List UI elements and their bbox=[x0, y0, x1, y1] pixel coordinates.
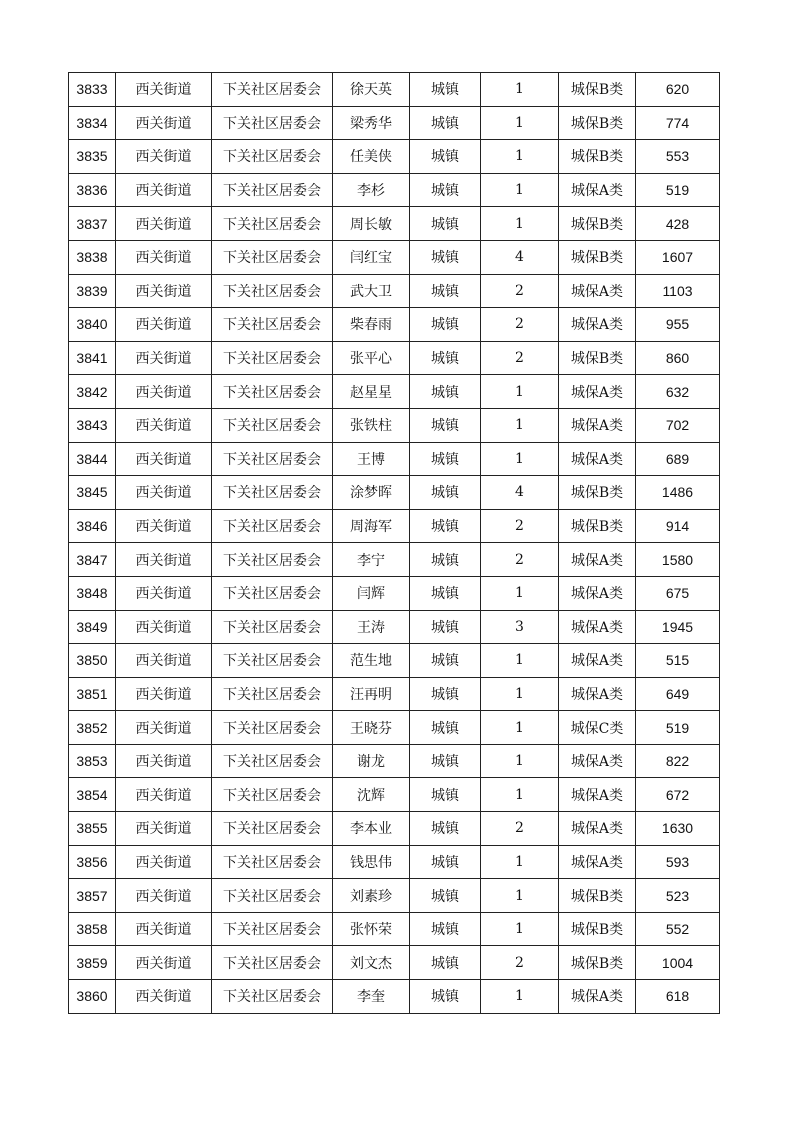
community-cell: 下关社区居委会 bbox=[212, 106, 333, 140]
table-row bbox=[69, 308, 720, 342]
street-cell: 西关街道 bbox=[116, 442, 212, 476]
street-cell: 西关街道 bbox=[116, 106, 212, 140]
street-cell: 西关街道 bbox=[116, 980, 212, 1014]
category-cell: 城保A类 bbox=[559, 644, 636, 678]
community-cell: 下关社区居委会 bbox=[212, 408, 333, 442]
name-cell: 周长敏 bbox=[333, 207, 410, 241]
name-cell: 张铁柱 bbox=[333, 408, 410, 442]
residence-type-cell: 城镇 bbox=[410, 408, 481, 442]
roster-body bbox=[69, 73, 720, 1014]
household-size-cell: 2 bbox=[481, 341, 559, 375]
community-cell: 下关社区居委会 bbox=[212, 173, 333, 207]
street-cell: 西关街道 bbox=[116, 408, 212, 442]
roster-table bbox=[68, 72, 720, 1014]
residence-type-cell: 城镇 bbox=[410, 576, 481, 610]
name-cell: 刘素珍 bbox=[333, 879, 410, 913]
amount-cell: 519 bbox=[636, 173, 720, 207]
table-row bbox=[69, 677, 720, 711]
community-cell: 下关社区居委会 bbox=[212, 812, 333, 846]
record-id-cell: 3849 bbox=[69, 610, 116, 644]
street-cell: 西关街道 bbox=[116, 140, 212, 174]
record-id-cell: 3853 bbox=[69, 744, 116, 778]
name-cell: 张平心 bbox=[333, 341, 410, 375]
community-cell: 下关社区居委会 bbox=[212, 274, 333, 308]
name-cell: 汪再明 bbox=[333, 677, 410, 711]
record-id-cell: 3840 bbox=[69, 308, 116, 342]
amount-cell: 618 bbox=[636, 980, 720, 1014]
household-size-cell: 1 bbox=[481, 442, 559, 476]
household-size-cell: 1 bbox=[481, 140, 559, 174]
amount-cell: 1103 bbox=[636, 274, 720, 308]
record-id-cell: 3837 bbox=[69, 207, 116, 241]
household-size-cell: 1 bbox=[481, 677, 559, 711]
category-cell: 城保B类 bbox=[559, 476, 636, 510]
street-cell: 西关街道 bbox=[116, 778, 212, 812]
residence-type-cell: 城镇 bbox=[410, 341, 481, 375]
table-row bbox=[69, 879, 720, 913]
table-row bbox=[69, 173, 720, 207]
community-cell: 下关社区居委会 bbox=[212, 744, 333, 778]
street-cell: 西关街道 bbox=[116, 845, 212, 879]
residence-type-cell: 城镇 bbox=[410, 207, 481, 241]
name-cell: 徐天英 bbox=[333, 73, 410, 107]
household-size-cell: 2 bbox=[481, 274, 559, 308]
household-size-cell: 1 bbox=[481, 644, 559, 678]
category-cell: 城保A类 bbox=[559, 173, 636, 207]
residence-type-cell: 城镇 bbox=[410, 644, 481, 678]
amount-cell: 552 bbox=[636, 912, 720, 946]
name-cell: 任美侠 bbox=[333, 140, 410, 174]
residence-type-cell: 城镇 bbox=[410, 711, 481, 745]
table-row bbox=[69, 476, 720, 510]
residence-type-cell: 城镇 bbox=[410, 980, 481, 1014]
table-row bbox=[69, 845, 720, 879]
record-id-cell: 3844 bbox=[69, 442, 116, 476]
table-row bbox=[69, 778, 720, 812]
household-size-cell: 2 bbox=[481, 812, 559, 846]
amount-cell: 519 bbox=[636, 711, 720, 745]
household-size-cell: 1 bbox=[481, 576, 559, 610]
community-cell: 下关社区居委会 bbox=[212, 308, 333, 342]
household-size-cell: 2 bbox=[481, 308, 559, 342]
community-cell: 下关社区居委会 bbox=[212, 509, 333, 543]
residence-type-cell: 城镇 bbox=[410, 308, 481, 342]
community-cell: 下关社区居委会 bbox=[212, 845, 333, 879]
street-cell: 西关街道 bbox=[116, 73, 212, 107]
table-row bbox=[69, 442, 720, 476]
table-row bbox=[69, 543, 720, 577]
category-cell: 城保A类 bbox=[559, 677, 636, 711]
name-cell: 王涛 bbox=[333, 610, 410, 644]
amount-cell: 672 bbox=[636, 778, 720, 812]
street-cell: 西关街道 bbox=[116, 476, 212, 510]
record-id-cell: 3843 bbox=[69, 408, 116, 442]
street-cell: 西关街道 bbox=[116, 375, 212, 409]
table-row bbox=[69, 744, 720, 778]
table-row bbox=[69, 711, 720, 745]
household-size-cell: 1 bbox=[481, 106, 559, 140]
name-cell: 闫红宝 bbox=[333, 240, 410, 274]
amount-cell: 1630 bbox=[636, 812, 720, 846]
community-cell: 下关社区居委会 bbox=[212, 543, 333, 577]
amount-cell: 955 bbox=[636, 308, 720, 342]
category-cell: 城保A类 bbox=[559, 744, 636, 778]
household-size-cell: 3 bbox=[481, 610, 559, 644]
street-cell: 西关街道 bbox=[116, 946, 212, 980]
table-row bbox=[69, 576, 720, 610]
record-id-cell: 3854 bbox=[69, 778, 116, 812]
community-cell: 下关社区居委会 bbox=[212, 207, 333, 241]
category-cell: 城保B类 bbox=[559, 140, 636, 174]
record-id-cell: 3835 bbox=[69, 140, 116, 174]
record-id-cell: 3852 bbox=[69, 711, 116, 745]
community-cell: 下关社区居委会 bbox=[212, 677, 333, 711]
street-cell: 西关街道 bbox=[116, 341, 212, 375]
table-row bbox=[69, 375, 720, 409]
table-row bbox=[69, 341, 720, 375]
street-cell: 西关街道 bbox=[116, 308, 212, 342]
category-cell: 城保B类 bbox=[559, 912, 636, 946]
category-cell: 城保A类 bbox=[559, 274, 636, 308]
category-cell: 城保C类 bbox=[559, 711, 636, 745]
category-cell: 城保B类 bbox=[559, 946, 636, 980]
residence-type-cell: 城镇 bbox=[410, 73, 481, 107]
name-cell: 柴春雨 bbox=[333, 308, 410, 342]
category-cell: 城保B类 bbox=[559, 106, 636, 140]
name-cell: 李奎 bbox=[333, 980, 410, 1014]
amount-cell: 1486 bbox=[636, 476, 720, 510]
category-cell: 城保B类 bbox=[559, 509, 636, 543]
record-id-cell: 3833 bbox=[69, 73, 116, 107]
table-row bbox=[69, 610, 720, 644]
category-cell: 城保B类 bbox=[559, 73, 636, 107]
amount-cell: 1580 bbox=[636, 543, 720, 577]
community-cell: 下关社区居委会 bbox=[212, 912, 333, 946]
residence-type-cell: 城镇 bbox=[410, 610, 481, 644]
amount-cell: 860 bbox=[636, 341, 720, 375]
record-id-cell: 3846 bbox=[69, 509, 116, 543]
record-id-cell: 3845 bbox=[69, 476, 116, 510]
residence-type-cell: 城镇 bbox=[410, 677, 481, 711]
category-cell: 城保A类 bbox=[559, 543, 636, 577]
name-cell: 王博 bbox=[333, 442, 410, 476]
category-cell: 城保B类 bbox=[559, 341, 636, 375]
name-cell: 谢龙 bbox=[333, 744, 410, 778]
record-id-cell: 3838 bbox=[69, 240, 116, 274]
household-size-cell: 2 bbox=[481, 946, 559, 980]
street-cell: 西关街道 bbox=[116, 543, 212, 577]
household-size-cell: 1 bbox=[481, 173, 559, 207]
record-id-cell: 3856 bbox=[69, 845, 116, 879]
category-cell: 城保A类 bbox=[559, 308, 636, 342]
household-size-cell: 1 bbox=[481, 73, 559, 107]
table-row bbox=[69, 644, 720, 678]
amount-cell: 822 bbox=[636, 744, 720, 778]
name-cell: 沈辉 bbox=[333, 778, 410, 812]
name-cell: 钱思伟 bbox=[333, 845, 410, 879]
residence-type-cell: 城镇 bbox=[410, 240, 481, 274]
household-size-cell: 1 bbox=[481, 912, 559, 946]
name-cell: 武大卫 bbox=[333, 274, 410, 308]
name-cell: 李宁 bbox=[333, 543, 410, 577]
category-cell: 城保B类 bbox=[559, 879, 636, 913]
household-size-cell: 1 bbox=[481, 980, 559, 1014]
residence-type-cell: 城镇 bbox=[410, 778, 481, 812]
name-cell: 赵星星 bbox=[333, 375, 410, 409]
record-id-cell: 3857 bbox=[69, 879, 116, 913]
street-cell: 西关街道 bbox=[116, 240, 212, 274]
table-row bbox=[69, 408, 720, 442]
amount-cell: 593 bbox=[636, 845, 720, 879]
record-id-cell: 3841 bbox=[69, 341, 116, 375]
street-cell: 西关街道 bbox=[116, 509, 212, 543]
residence-type-cell: 城镇 bbox=[410, 509, 481, 543]
name-cell: 闫辉 bbox=[333, 576, 410, 610]
amount-cell: 914 bbox=[636, 509, 720, 543]
household-size-cell: 1 bbox=[481, 778, 559, 812]
community-cell: 下关社区居委会 bbox=[212, 778, 333, 812]
community-cell: 下关社区居委会 bbox=[212, 879, 333, 913]
household-size-cell: 4 bbox=[481, 240, 559, 274]
household-size-cell: 2 bbox=[481, 509, 559, 543]
amount-cell: 553 bbox=[636, 140, 720, 174]
table-row bbox=[69, 274, 720, 308]
household-size-cell: 1 bbox=[481, 408, 559, 442]
amount-cell: 515 bbox=[636, 644, 720, 678]
record-id-cell: 3859 bbox=[69, 946, 116, 980]
street-cell: 西关街道 bbox=[116, 610, 212, 644]
street-cell: 西关街道 bbox=[116, 711, 212, 745]
name-cell: 涂梦晖 bbox=[333, 476, 410, 510]
table-row bbox=[69, 980, 720, 1014]
amount-cell: 774 bbox=[636, 106, 720, 140]
household-size-cell: 1 bbox=[481, 711, 559, 745]
street-cell: 西关街道 bbox=[116, 744, 212, 778]
record-id-cell: 3836 bbox=[69, 173, 116, 207]
amount-cell: 1607 bbox=[636, 240, 720, 274]
table-row bbox=[69, 106, 720, 140]
community-cell: 下关社区居委会 bbox=[212, 240, 333, 274]
residence-type-cell: 城镇 bbox=[410, 744, 481, 778]
category-cell: 城保A类 bbox=[559, 576, 636, 610]
residence-type-cell: 城镇 bbox=[410, 946, 481, 980]
name-cell: 李杉 bbox=[333, 173, 410, 207]
amount-cell: 632 bbox=[636, 375, 720, 409]
street-cell: 西关街道 bbox=[116, 274, 212, 308]
category-cell: 城保B类 bbox=[559, 207, 636, 241]
amount-cell: 675 bbox=[636, 576, 720, 610]
name-cell: 梁秀华 bbox=[333, 106, 410, 140]
residence-type-cell: 城镇 bbox=[410, 140, 481, 174]
category-cell: 城保A类 bbox=[559, 980, 636, 1014]
residence-type-cell: 城镇 bbox=[410, 543, 481, 577]
amount-cell: 689 bbox=[636, 442, 720, 476]
record-id-cell: 3839 bbox=[69, 274, 116, 308]
street-cell: 西关街道 bbox=[116, 576, 212, 610]
household-size-cell: 4 bbox=[481, 476, 559, 510]
table-row bbox=[69, 73, 720, 107]
street-cell: 西关街道 bbox=[116, 644, 212, 678]
table-row bbox=[69, 207, 720, 241]
household-size-cell: 1 bbox=[481, 375, 559, 409]
record-id-cell: 3848 bbox=[69, 576, 116, 610]
category-cell: 城保B类 bbox=[559, 240, 636, 274]
residence-type-cell: 城镇 bbox=[410, 106, 481, 140]
residence-type-cell: 城镇 bbox=[410, 442, 481, 476]
record-id-cell: 3850 bbox=[69, 644, 116, 678]
category-cell: 城保A类 bbox=[559, 408, 636, 442]
community-cell: 下关社区居委会 bbox=[212, 341, 333, 375]
name-cell: 王晓芬 bbox=[333, 711, 410, 745]
table-row bbox=[69, 912, 720, 946]
category-cell: 城保A类 bbox=[559, 812, 636, 846]
residence-type-cell: 城镇 bbox=[410, 879, 481, 913]
residence-type-cell: 城镇 bbox=[410, 845, 481, 879]
street-cell: 西关街道 bbox=[116, 812, 212, 846]
amount-cell: 1945 bbox=[636, 610, 720, 644]
street-cell: 西关街道 bbox=[116, 207, 212, 241]
amount-cell: 620 bbox=[636, 73, 720, 107]
record-id-cell: 3855 bbox=[69, 812, 116, 846]
community-cell: 下关社区居委会 bbox=[212, 610, 333, 644]
residence-type-cell: 城镇 bbox=[410, 375, 481, 409]
name-cell: 周海军 bbox=[333, 509, 410, 543]
amount-cell: 428 bbox=[636, 207, 720, 241]
street-cell: 西关街道 bbox=[116, 173, 212, 207]
category-cell: 城保A类 bbox=[559, 442, 636, 476]
record-id-cell: 3858 bbox=[69, 912, 116, 946]
record-id-cell: 3842 bbox=[69, 375, 116, 409]
household-size-cell: 2 bbox=[481, 543, 559, 577]
name-cell: 张怀荣 bbox=[333, 912, 410, 946]
residence-type-cell: 城镇 bbox=[410, 812, 481, 846]
household-size-cell: 1 bbox=[481, 879, 559, 913]
name-cell: 范生地 bbox=[333, 644, 410, 678]
table-row bbox=[69, 812, 720, 846]
community-cell: 下关社区居委会 bbox=[212, 711, 333, 745]
category-cell: 城保A类 bbox=[559, 845, 636, 879]
community-cell: 下关社区居委会 bbox=[212, 946, 333, 980]
residence-type-cell: 城镇 bbox=[410, 912, 481, 946]
community-cell: 下关社区居委会 bbox=[212, 980, 333, 1014]
amount-cell: 702 bbox=[636, 408, 720, 442]
community-cell: 下关社区居委会 bbox=[212, 644, 333, 678]
residence-type-cell: 城镇 bbox=[410, 274, 481, 308]
community-cell: 下关社区居委会 bbox=[212, 442, 333, 476]
table-row bbox=[69, 240, 720, 274]
residence-type-cell: 城镇 bbox=[410, 476, 481, 510]
street-cell: 西关街道 bbox=[116, 912, 212, 946]
community-cell: 下关社区居委会 bbox=[212, 375, 333, 409]
household-size-cell: 1 bbox=[481, 207, 559, 241]
record-id-cell: 3860 bbox=[69, 980, 116, 1014]
community-cell: 下关社区居委会 bbox=[212, 576, 333, 610]
record-id-cell: 3851 bbox=[69, 677, 116, 711]
name-cell: 刘文杰 bbox=[333, 946, 410, 980]
community-cell: 下关社区居委会 bbox=[212, 476, 333, 510]
community-cell: 下关社区居委会 bbox=[212, 73, 333, 107]
category-cell: 城保A类 bbox=[559, 610, 636, 644]
household-size-cell: 1 bbox=[481, 744, 559, 778]
record-id-cell: 3834 bbox=[69, 106, 116, 140]
table-row bbox=[69, 140, 720, 174]
category-cell: 城保A类 bbox=[559, 375, 636, 409]
table-row bbox=[69, 946, 720, 980]
amount-cell: 649 bbox=[636, 677, 720, 711]
name-cell: 李本业 bbox=[333, 812, 410, 846]
category-cell: 城保A类 bbox=[559, 778, 636, 812]
amount-cell: 523 bbox=[636, 879, 720, 913]
record-id-cell: 3847 bbox=[69, 543, 116, 577]
community-cell: 下关社区居委会 bbox=[212, 140, 333, 174]
amount-cell: 1004 bbox=[636, 946, 720, 980]
street-cell: 西关街道 bbox=[116, 677, 212, 711]
table-row bbox=[69, 509, 720, 543]
street-cell: 西关街道 bbox=[116, 879, 212, 913]
residence-type-cell: 城镇 bbox=[410, 173, 481, 207]
household-size-cell: 1 bbox=[481, 845, 559, 879]
